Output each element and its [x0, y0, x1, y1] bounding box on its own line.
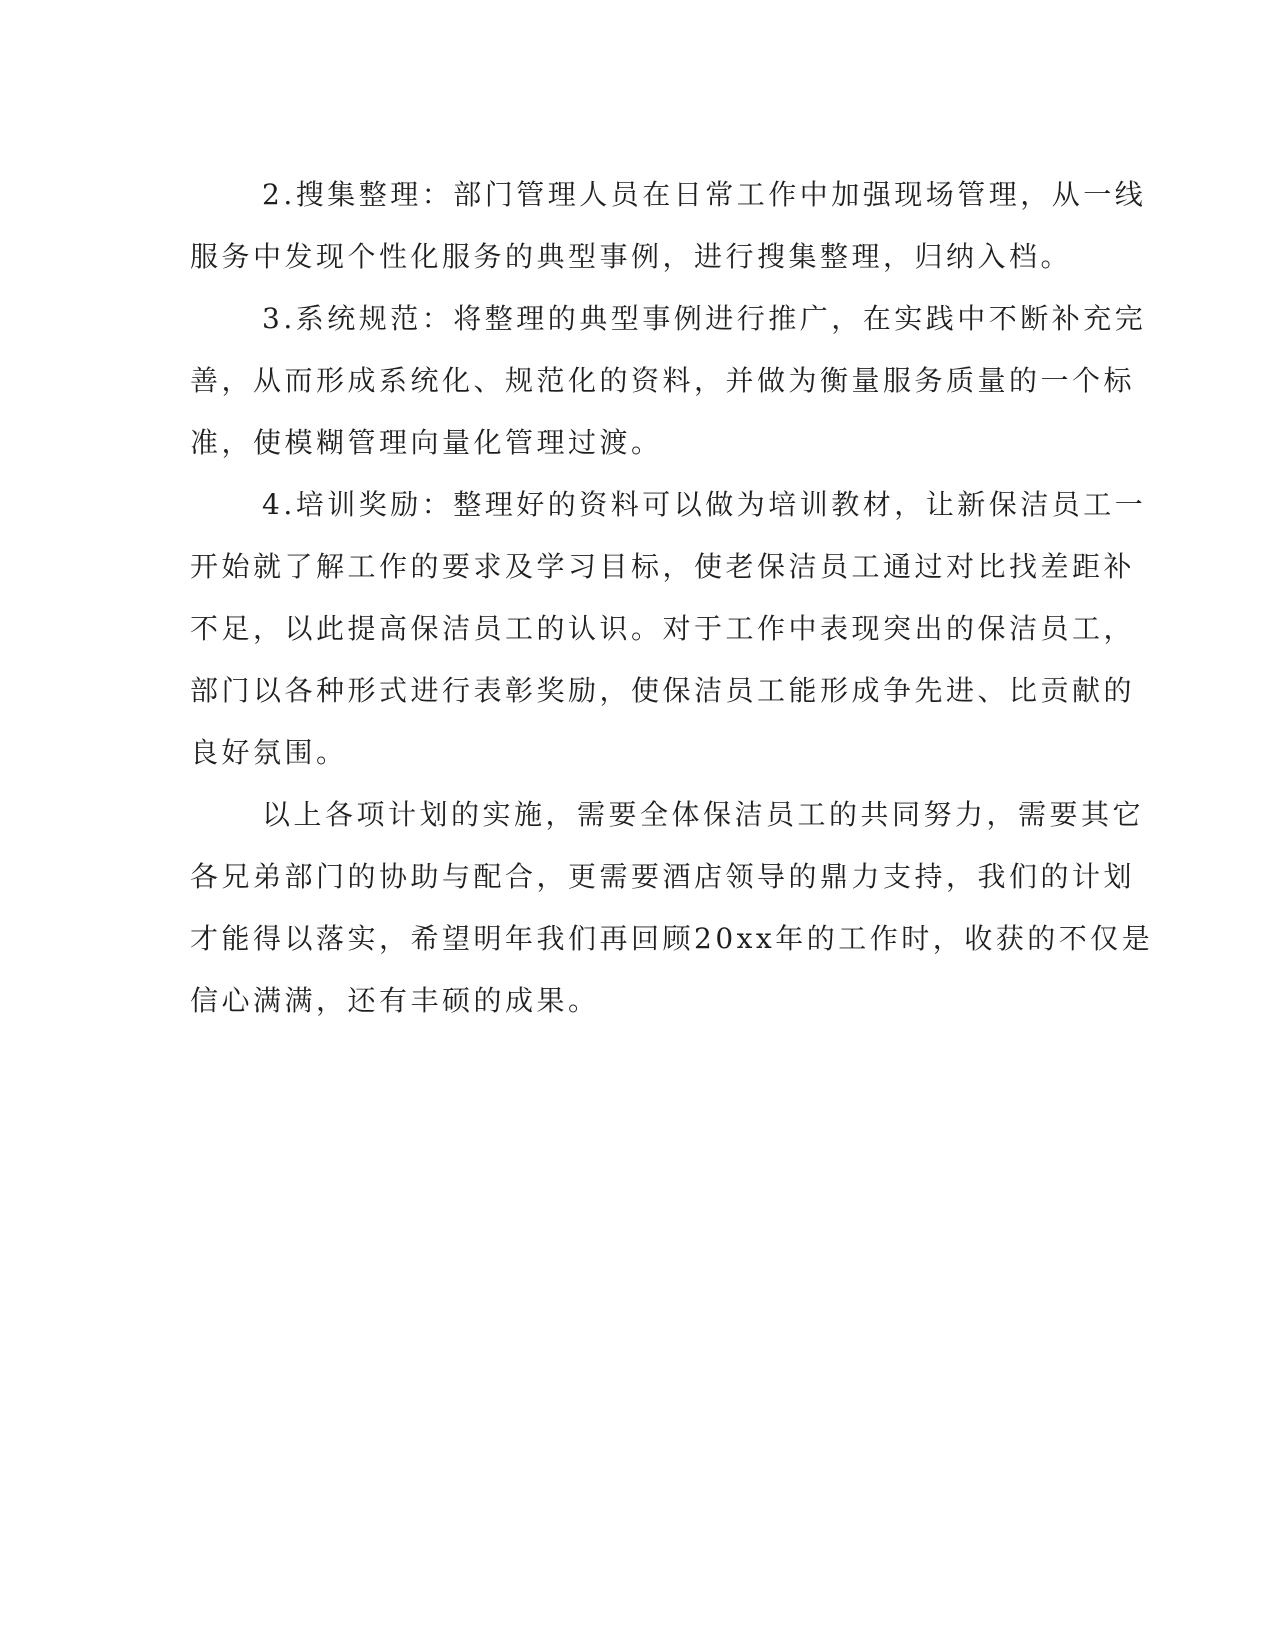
paragraph-line: 善，从而形成系统化、规范化的资料，并做为衡量服务质量的一个标	[190, 364, 1136, 397]
paragraph-line: 服务中发现个性化服务的典型事例，进行搜集整理，归纳入档。	[190, 240, 1073, 273]
paragraph-line: 3.系统规范：将整理的典型事例进行推广，在实践中不断补充完	[262, 302, 1147, 335]
paragraph-line: 以上各项计划的实施，需要全体保洁员工的共同努力，需要其它	[262, 798, 1145, 831]
paragraph-line: 开始就了解工作的要求及学习目标，使老保洁员工通过对比找差距补	[190, 550, 1136, 583]
paragraph-line: 各兄弟部门的协助与配合，更需要酒店领导的鼎力支持，我们的计划	[190, 860, 1136, 893]
paragraph-line: 2.搜集整理：部门管理人员在日常工作中加强现场管理，从一线	[262, 178, 1147, 211]
paragraph-collect-organize	[190, 164, 1147, 288]
paragraph-line: 准，使模糊管理向量化管理过渡。	[190, 426, 663, 459]
paragraph-line: 不足，以此提高保洁员工的认识。对于工作中表现突出的保洁员工，	[190, 612, 1136, 645]
paragraph-line: 才能得以落实，希望明年我们再回顾20xx年的工作时，收获的不仅是	[190, 922, 1154, 955]
paragraph-line: 4.培训奖励：整理好的资料可以做为培训教材，让新保洁员工一	[262, 488, 1147, 521]
paragraph-training-reward	[190, 474, 1147, 784]
paragraph-conclusion	[190, 784, 1154, 1032]
paragraph-line: 信心满满，还有丰硕的成果。	[190, 984, 600, 1017]
document-body	[190, 164, 1154, 1032]
paragraph-system-standard	[190, 288, 1147, 474]
paragraph-line: 部门以各种形式进行表彰奖励，使保洁员工能形成争先进、比贡献的	[190, 674, 1136, 707]
paragraph-line: 良好氛围。	[190, 736, 348, 769]
